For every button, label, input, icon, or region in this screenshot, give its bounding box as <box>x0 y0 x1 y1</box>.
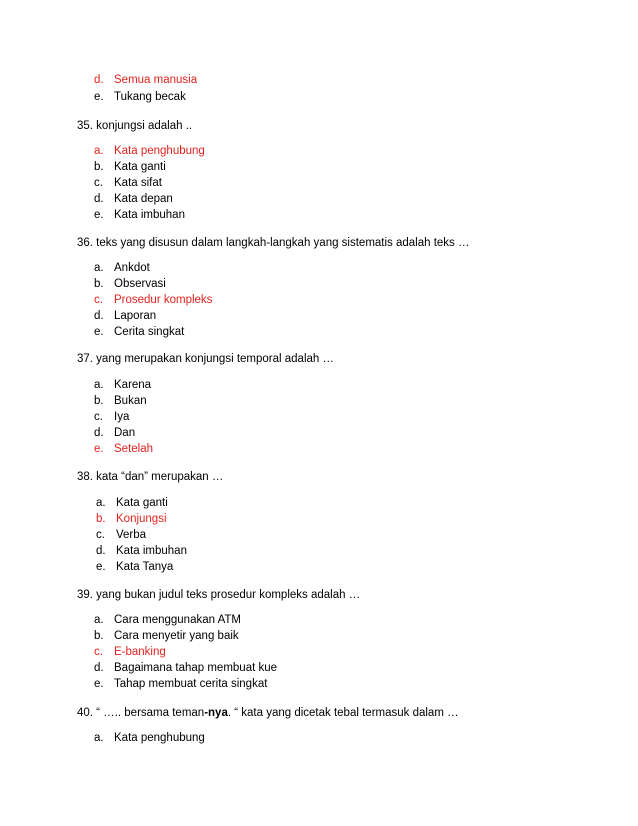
option-item: a. Kata penghubung <box>94 732 205 744</box>
question-38: 38. kata “dan” merupakan … <box>77 471 224 483</box>
option-item: e. Setelah <box>94 443 154 455</box>
option-item: c. E-banking <box>94 646 166 658</box>
question-39: 39. yang bukan judul teks prosedur kompleks adalah … <box>77 589 361 601</box>
option-item: a. Kata penghubung <box>94 145 205 157</box>
option-item: a. Kata ganti <box>96 497 168 509</box>
option-item: a. Karena <box>94 379 152 391</box>
option-item: b. Kata ganti <box>94 161 166 173</box>
option-item: d. Semua manusia <box>94 74 198 86</box>
option-item: a. Cara menggunakan ATM <box>94 614 241 626</box>
option-item: c. Iya <box>94 411 130 423</box>
option-item: b. Bukan <box>94 395 147 407</box>
option-item: d. Kata depan <box>94 193 173 205</box>
option-item: b. Konjungsi <box>96 513 167 525</box>
option-item: e. Kata Tanya <box>96 561 174 573</box>
option-item: b. Cara menyetir yang baik <box>94 630 239 642</box>
question-37: 37. yang merupakan konjungsi temporal adalah … <box>77 353 334 365</box>
bold-suffix: -nya <box>204 707 228 719</box>
option-item: d. Dan <box>94 427 136 439</box>
option-item: a. Ankdot <box>94 262 150 274</box>
question-36: 36. teks yang disusun dalam langkah-langkah yang sistematis adalah teks … <box>77 237 470 249</box>
option-item: e. Tukang becak <box>94 91 186 103</box>
option-item: b. Observasi <box>94 278 166 290</box>
option-item: c. Verba <box>96 529 147 541</box>
question-35: 35. konjungsi adalah .. <box>77 120 193 132</box>
option-item: c. Prosedur kompleks <box>94 294 213 306</box>
option-item: c. Kata sifat <box>94 177 162 189</box>
option-item: d. Bagaimana tahap membuat kue <box>94 662 278 674</box>
option-item: e. Kata imbuhan <box>94 209 185 221</box>
option-item: d. Kata imbuhan <box>96 545 187 557</box>
option-item: e. Cerita singkat <box>94 326 185 338</box>
option-item: e. Tahap membuat cerita singkat <box>94 678 268 690</box>
question-40: 40. “ ….. bersama teman-nya. “ kata yang dicetak tebal termasuk dalam … <box>77 707 459 719</box>
option-item: d. Laporan <box>94 310 157 322</box>
